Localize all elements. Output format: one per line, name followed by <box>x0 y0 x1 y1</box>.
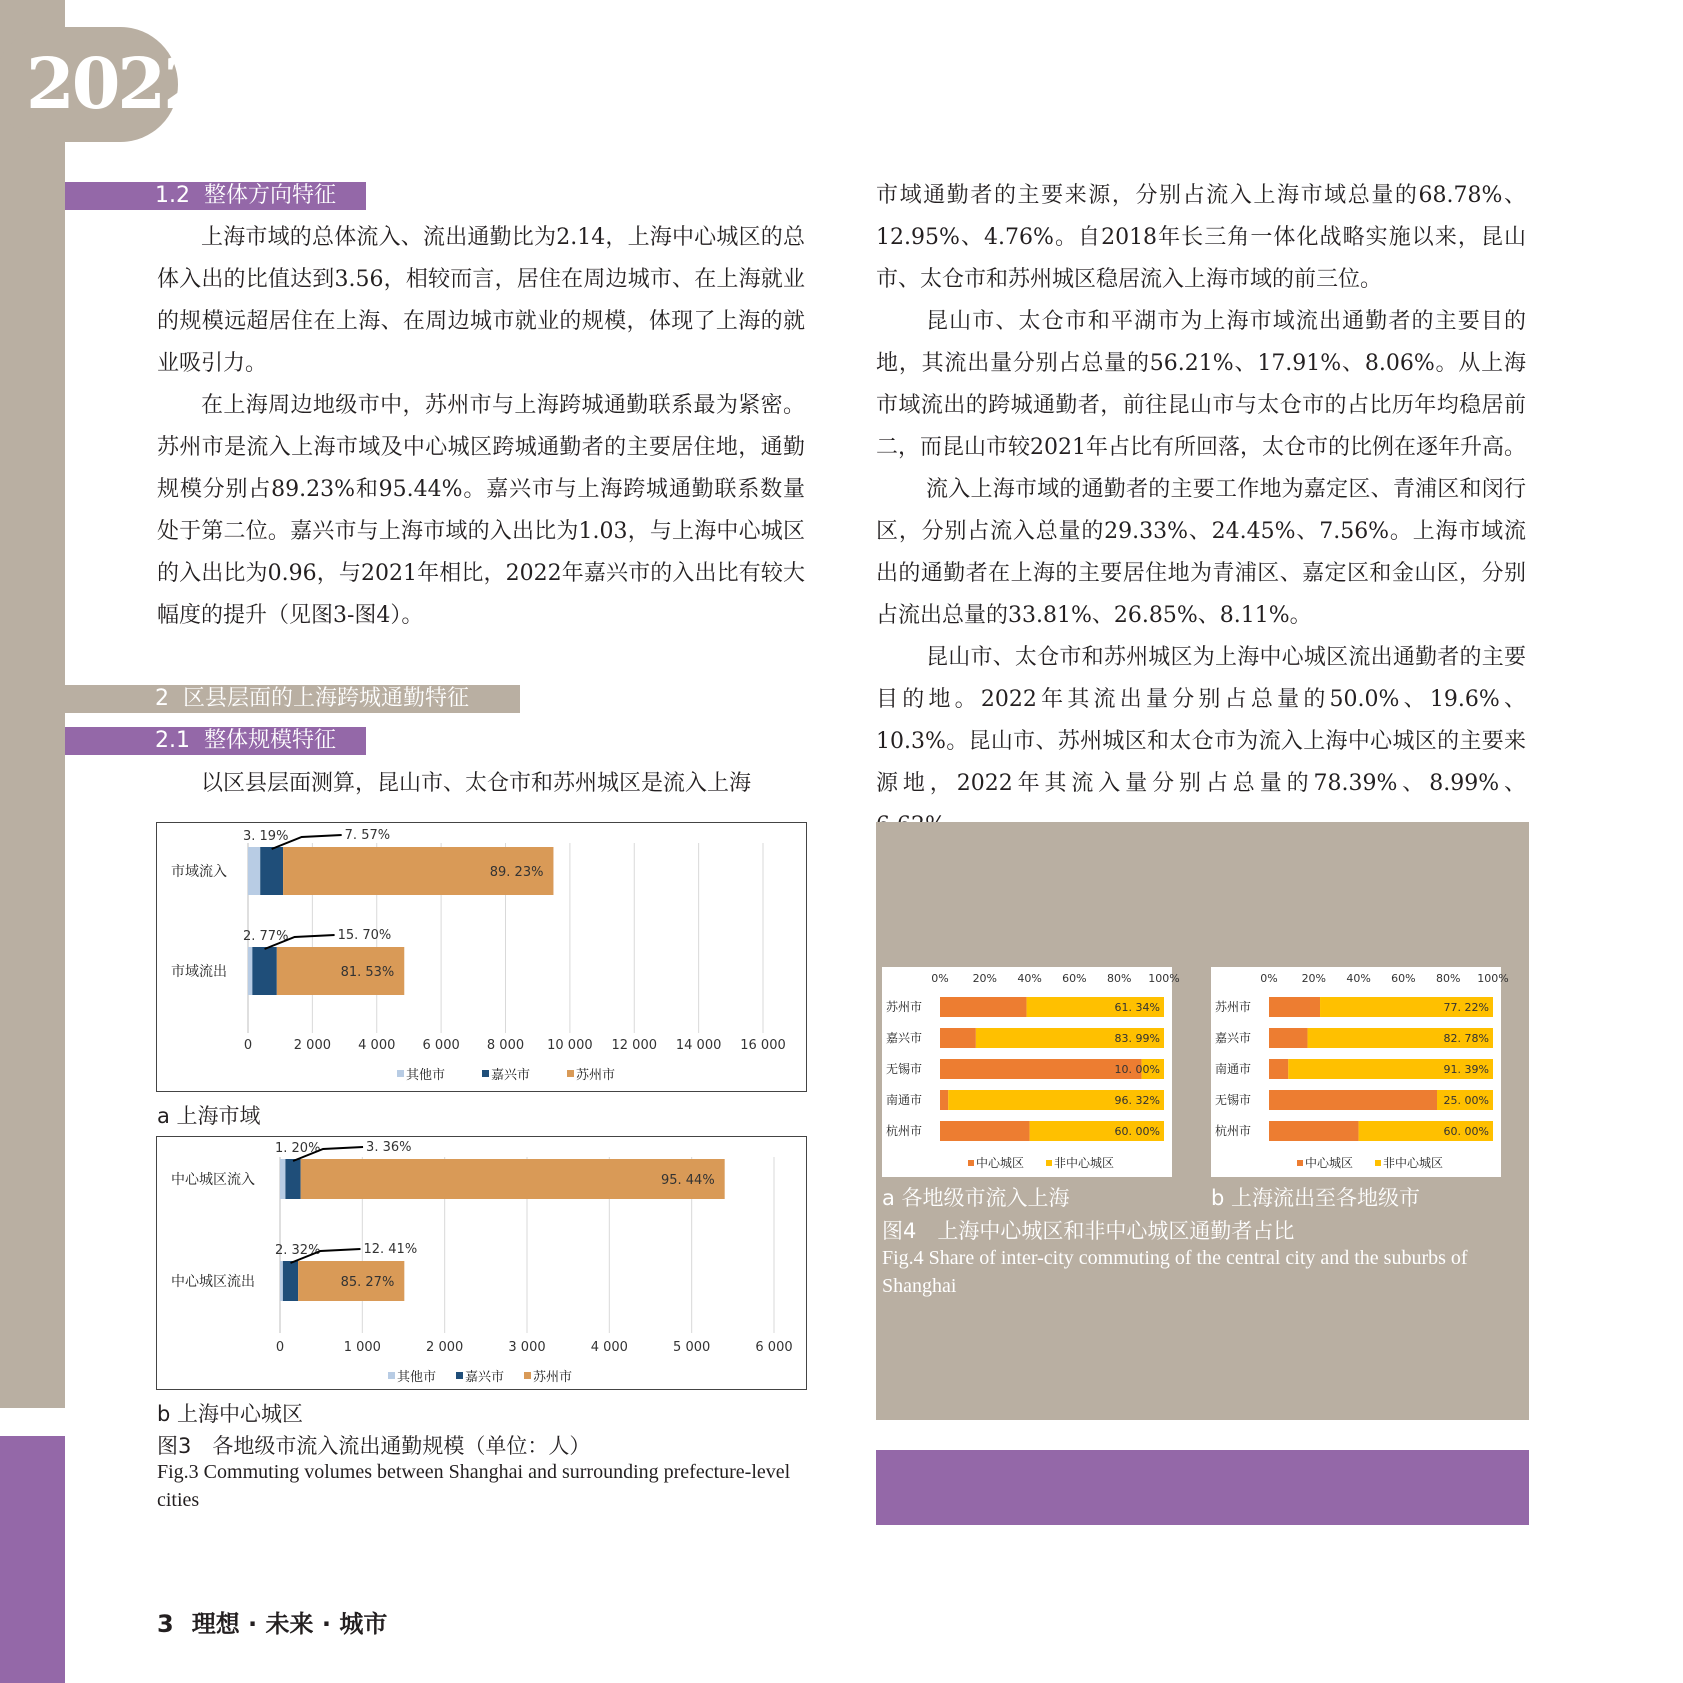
fig3a-subcaption: a 上海市域 <box>157 1104 261 1128</box>
paragraph: 以区县层面测算，昆山市、太仓市和苏州城区是流入上海 <box>201 771 752 796</box>
data-label-noncentral: 61. 34% <box>1114 1001 1160 1014</box>
fig4b-chart <box>1211 967 1509 1177</box>
x-tick-label: 3 000 <box>508 1340 546 1355</box>
legend-swatch <box>567 1070 574 1077</box>
journal-title: 理想 · 未来 · 城市 <box>191 1610 388 1638</box>
fig3-title-en: Fig.3 Commuting volumes between Shanghai and surrounding prefecture-level cities <box>157 1461 791 1511</box>
data-label-noncentral: 91. 39% <box>1443 1063 1489 1076</box>
category-label: 市域流出 <box>171 964 227 980</box>
x-tick-label: 0% <box>931 972 949 985</box>
category-label: 南通市 <box>1215 1062 1252 1076</box>
fig3b-chart <box>156 1136 807 1390</box>
x-tick-label: 40% <box>1346 972 1371 985</box>
bar-segment-other <box>248 847 260 895</box>
data-label-noncentral: 10. 00% <box>1114 1063 1160 1076</box>
category-label: 市域流入 <box>171 864 227 880</box>
x-tick-label: 12 000 <box>611 1038 657 1053</box>
category-label: 南通市 <box>886 1093 923 1107</box>
x-tick-label: 40% <box>1017 972 1042 985</box>
data-label-suzhou: 85. 27% <box>340 1275 395 1290</box>
legend-swatch <box>968 1160 974 1166</box>
fig4-title-en: Fig.4 Share of inter-city commuting of the central city and the suburbs of Shanghai <box>882 1247 1468 1297</box>
data-label-other: 2. 32% <box>275 1243 321 1258</box>
x-tick-label: 0 <box>275 1340 285 1355</box>
section-heading-2 <box>65 685 520 713</box>
paragraph: 上海市域的总体流入、流出通勤比为2.14，上海中心城区的总体入出的比值达到3.56，相较而言，居住在周边城市、在上海就业的规模远超居住在上海、在周边城市就业的规模，体现了上海的就业吸引力。 <box>157 225 805 376</box>
legend-swatch <box>456 1372 463 1379</box>
category-label: 杭州市 <box>1215 1124 1252 1138</box>
data-label-jiaxing: 15. 70% <box>337 928 392 943</box>
x-tick-label: 14 000 <box>675 1038 722 1053</box>
fig4-panel <box>876 822 1529 1420</box>
fig3b-svg <box>157 1137 806 1389</box>
legend-label: 非中心城区 <box>1383 1156 1444 1170</box>
bar-segment-central <box>1269 997 1320 1017</box>
data-label-jiaxing: 3. 36% <box>366 1140 412 1155</box>
bar-segment-central <box>1269 1090 1437 1110</box>
bar-segment-central <box>940 1090 948 1110</box>
x-tick-label: 10 000 <box>547 1038 593 1053</box>
legend-label: 非中心城区 <box>1054 1156 1115 1170</box>
x-tick-label: 0% <box>1260 972 1278 985</box>
fig3a-chart <box>156 822 807 1092</box>
bar-segment-jiaxing <box>260 847 283 895</box>
category-label: 杭州市 <box>886 1124 923 1138</box>
legend-label: 其他市 <box>406 1068 446 1083</box>
category-label: 嘉兴市 <box>886 1031 923 1045</box>
category-label: 无锡市 <box>886 1062 923 1076</box>
legend-label: 中心城区 <box>1305 1156 1354 1170</box>
data-label-noncentral: 96. 32% <box>1114 1094 1160 1107</box>
bar-segment-central <box>940 1059 1142 1079</box>
bar-segment-jiaxing <box>283 1261 298 1301</box>
paragraph: 昆山市、太仓市和苏州城区为上海中心城区流出通勤者的主要目的地。2022年其流出量分别占总量的50.0%、19.6%、10.3%。昆山市、苏州城区和太仓市为流入上海中心城区的主要来源地，2022年其流入量分别占总量的78.39%、8.99%、 <box>876 645 1526 796</box>
section-number: 1.2 <box>155 183 190 208</box>
bar-segment-central <box>1269 1059 1288 1079</box>
section-title: 整体规模特征 <box>204 728 337 753</box>
bar-segment-central <box>940 1121 1030 1141</box>
x-tick-label: 20% <box>972 972 998 985</box>
data-label-noncentral: 60. 00% <box>1114 1125 1160 1138</box>
x-tick-label: 60% <box>1062 972 1087 985</box>
legend-swatch <box>1297 1160 1303 1166</box>
fig4a-subcaption: a 各地级市流入上海 <box>882 1186 1070 1210</box>
x-tick-label: 4 000 <box>358 1038 396 1053</box>
fig4a-svg <box>882 967 1180 1177</box>
bar-segment-central <box>940 1028 976 1048</box>
section-title: 整体方向特征 <box>204 183 337 208</box>
bar-segment-other <box>280 1159 285 1199</box>
data-label-noncentral: 77. 22% <box>1443 1001 1489 1014</box>
x-tick-label: 2 000 <box>426 1340 464 1355</box>
legend-swatch <box>1046 1160 1052 1166</box>
legend-swatch <box>1375 1160 1381 1166</box>
bar-segment-jiaxing <box>285 1159 300 1199</box>
fig3b-subcaption: b 上海中心城区 <box>157 1402 304 1426</box>
paragraph: 市域通勤者的主要来源，分别占流入上海市域总量的68.78%、12.95%、4.76%。自2018年长三角一体化战略实施以来，昆山市、太仓市和苏州城区稳居流入上海市域的前三位。 <box>876 183 1526 292</box>
data-label-suzhou: 89. 23% <box>489 865 544 880</box>
bar-segment-jiaxing <box>252 947 276 995</box>
legend-swatch <box>397 1070 404 1077</box>
fig3-title: 图3 各地级市流入流出通勤规模（单位：人） <box>157 1434 591 1458</box>
data-label-suzhou: 95. 44% <box>660 1173 715 1188</box>
section-number: 2.1 <box>155 728 190 753</box>
x-tick-label: 1 000 <box>343 1340 381 1355</box>
bar-segment-other <box>280 1261 283 1301</box>
x-tick-label: 6 000 <box>755 1340 793 1355</box>
section-number: 2 <box>155 686 169 711</box>
legend-label: 苏州市 <box>533 1370 573 1385</box>
data-label-other: 3. 19% <box>243 829 289 844</box>
fig4a-chart <box>882 967 1180 1177</box>
data-label-other: 1. 20% <box>275 1141 321 1156</box>
section-title: 区县层面的上海跨城通勤特征 <box>183 686 470 711</box>
category-label: 中心城区流入 <box>171 1172 255 1188</box>
x-tick-label: 20% <box>1301 972 1327 985</box>
legend-label: 嘉兴市 <box>465 1370 505 1385</box>
category-label: 苏州市 <box>886 1000 923 1014</box>
fig3a-svg <box>157 823 806 1091</box>
fig4b-subcaption: b 上海流出至各地级市 <box>1211 1186 1421 1210</box>
x-tick-label: 2 000 <box>293 1038 331 1053</box>
data-label-other: 2. 77% <box>243 929 289 944</box>
legend-label: 中心城区 <box>976 1156 1025 1170</box>
x-tick-label: 60% <box>1391 972 1416 985</box>
fig4b-svg <box>1211 967 1509 1177</box>
x-tick-label: 5 000 <box>673 1340 711 1355</box>
x-tick-label: 80% <box>1435 972 1461 985</box>
category-label: 苏州市 <box>1215 1000 1252 1014</box>
fig4-title: 图4 上海中心城区和非中心城区通勤者占比 <box>882 1219 1295 1243</box>
page-footer <box>157 1604 387 1639</box>
sidebar-top-band <box>0 0 65 1408</box>
data-label-noncentral: 60. 00% <box>1443 1125 1489 1138</box>
legend-label: 其他市 <box>397 1370 437 1385</box>
x-tick-label: 16 000 <box>740 1038 786 1053</box>
legend-swatch <box>482 1070 489 1077</box>
data-label-suzhou: 81. 53% <box>340 965 395 980</box>
data-label-noncentral: 25. 00% <box>1443 1094 1489 1107</box>
x-tick-label: 8 000 <box>486 1038 525 1053</box>
paragraph: 在上海周边地级市中，苏州市与上海跨城通勤联系最为紧密。苏州市是流入上海市域及中心城区跨城通勤者的主要居住地，通勤规模分别占89.23%和95.44%。嘉兴市与上海跨城通勤联系数量处于第二位。嘉兴市与上海市域的入出比为1.03，与上海中心城区的入出比为0.96，与2021年相比，2022年嘉兴市的入出比有较大幅度的提升（见图3-图4）。 <box>157 393 805 628</box>
bar-segment-central <box>940 997 1027 1017</box>
bar-segment-central <box>1269 1028 1308 1048</box>
year-label: 2022 <box>26 42 209 125</box>
data-label-jiaxing: 7. 57% <box>344 828 391 843</box>
category-label: 无锡市 <box>1215 1093 1252 1107</box>
x-tick-label: 4 000 <box>590 1340 628 1355</box>
bar-segment-other <box>248 947 252 995</box>
x-tick-label: 80% <box>1106 972 1132 985</box>
x-tick-label: 0 <box>243 1038 253 1053</box>
sidebar-bottom-band <box>0 1436 65 1683</box>
data-label-jiaxing: 12. 41% <box>363 1242 418 1257</box>
bar-segment-central <box>1269 1121 1359 1141</box>
x-tick-label: 6 000 <box>422 1038 460 1053</box>
section-heading-2-1 <box>65 727 366 755</box>
x-tick-label: 100% <box>1477 972 1509 985</box>
legend-swatch <box>388 1372 395 1379</box>
paragraph: 流入上海市域的通勤者的主要工作地为嘉定区、青浦区和闵行区，分别占流入总量的29.33%、24.45%、7.56%。上海市域流出的通勤者在上海的主要居住地为青浦区、嘉定区和金山区，分别占流出总量的33.81%、26.85%、8.11%。 <box>876 477 1526 628</box>
decorative-purple-block <box>876 1450 1529 1525</box>
paragraph: 昆山市、太仓市和平湖市为上海市域流出通勤者的主要目的地，其流出量分别占总量的56.21%、17.91%、8.06%。从上海市域流出的跨城通勤者，前往昆山市与太仓市的占比历年均稳居前二，而昆山市较2021年占比有所回落，太仓市的比例在逐年升高。 <box>876 309 1526 460</box>
category-label: 中心城区流出 <box>171 1274 255 1290</box>
data-label-noncentral: 82. 78% <box>1443 1032 1489 1045</box>
legend-label: 苏州市 <box>576 1068 616 1083</box>
category-label: 嘉兴市 <box>1215 1031 1252 1045</box>
legend-swatch <box>524 1372 531 1379</box>
section-heading-1-2 <box>65 182 366 210</box>
data-label-noncentral: 83. 99% <box>1114 1032 1160 1045</box>
page-number: 3 <box>157 1610 174 1638</box>
x-tick-label: 100% <box>1148 972 1180 985</box>
legend-label: 嘉兴市 <box>491 1068 531 1083</box>
